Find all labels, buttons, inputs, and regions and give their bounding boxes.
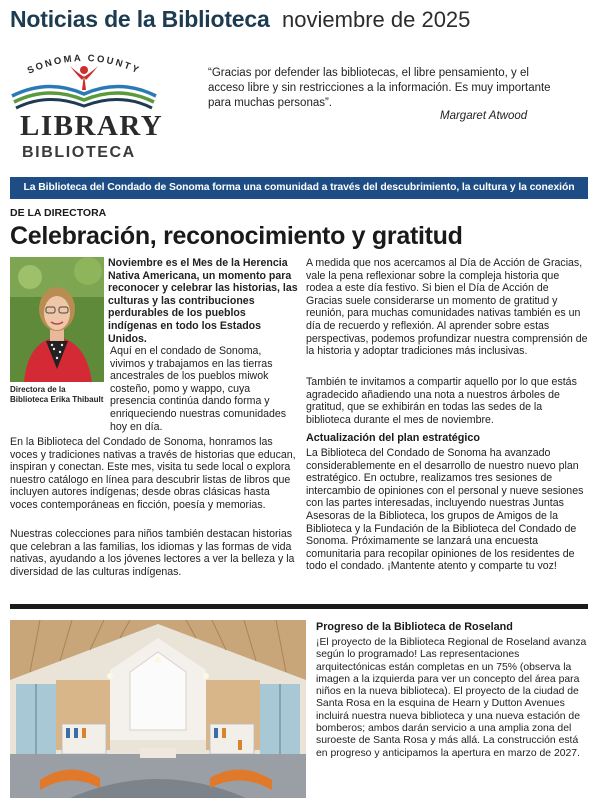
logo-emblem: [8, 52, 160, 112]
article-lead: Noviembre es el Mes de la Herencia Nativa Americana, un momento para reconocer y celebrar las historias, las culturas y las contribuciones perdurables de los pueblos indígenas en todo los Estados Unidos.: [108, 257, 298, 345]
strategic-plan-heading: Actualización del plan estratégico: [306, 432, 480, 444]
section-divider: [10, 604, 588, 609]
article-paragraph: También te invitamos a compartir aquello por lo que estás agradecido añadiendo una nota a nuestros árboles de gratitud, que se exhibirán en todas las sedes de la biblioteca durante el mes de noviembre.: [306, 376, 577, 426]
article-paragraph: Nuestras colecciones para niños también destacan historias que celebran a las familias, los idiomas y las formas de vida nativas, ayudando a los jóvenes lectores a ver la belleza y la diversidad de las culturas indígenas.: [10, 528, 295, 578]
roseland-heading: Progreso de la Biblioteca de Roseland: [316, 621, 513, 633]
pull-quote: “Gracias por defender las bibliotecas, el libre pensamiento, y el acceso libre y sin restricciones a la información. Es muy importante para muchas personas”.: [208, 67, 551, 109]
person-figure-icon: [70, 66, 98, 90]
logo-wordmark: LIBRARY: [20, 110, 164, 142]
logo-subtitle: BIBLIOTECA: [22, 144, 136, 161]
logo-arc-text: SONOMA COUNTY: [25, 52, 143, 77]
mission-banner: La Biblioteca del Condado de Sonoma forma una comunidad a través del descubrimiento, la cultura y la conexión: [10, 177, 588, 199]
article-paragraph: La Biblioteca del Condado de Sonoma ha avanzado considerablemente en el desarrollo de nuestro nuevo plan estratégico. En octubre, realizamos tres sesiones de intercambio de opiniones con el personal y nueve sesiones con las partes interesadas, incluyendo nuestras Juntas Asesoras de la Biblioteca, los grupos de Amigos de la Biblioteca y la Fundación de la Biblioteca del Condado de Sonoma. Próximamente se lanzará una encuesta comunitaria para recopilar opiniones de los residentes de todo el condado. ¡Mantente atento y comparte tu voz!: [306, 447, 584, 573]
roseland-library-rendering: [10, 620, 306, 798]
newsletter-masthead: [10, 6, 590, 36]
article-paragraph: Aquí en el condado de Sonoma, vivimos y trabajamos en las tierras ancestrales de los pueblos miwok costeño, pomo y wappo, cuya presencia continúa dando forma y enriqueciendo nuestras comunidades hoy en día.: [110, 345, 287, 433]
photo-caption: Directora de la Biblioteca Erika Thibault: [10, 385, 104, 404]
section-kicker: DE LA DIRECTORA: [10, 207, 107, 219]
article-headline: Celebración, reconocimiento y gratitud: [10, 222, 463, 250]
roseland-paragraph: ¡El proyecto de la Biblioteca Regional de Roseland avanza según lo programado! Las representaciones arquitectónicas están completas en un 75% (observa la imagen a la izquierda para ver un concepto del área para niños en la nueva biblioteca). El proyecto de la ciudad de Santa Rosa en la esquina de Hearn y Dutton Avenues incluirá nuestra nueva biblioteca y una nueva estación de bomberos; ambos darán servicio a una amplia zona del suroeste de Santa Rosa y más allá. La construcción está en progreso y anticipamos la apertura en marzo de 2027.: [316, 637, 587, 759]
director-portrait: [10, 257, 104, 382]
newsletter-title: Noticias de la Biblioteca: [10, 6, 270, 32]
library-logo: [8, 52, 164, 168]
issue-date: noviembre de 2025: [282, 7, 471, 32]
quote-author: Margaret Atwood: [440, 110, 528, 122]
article-paragraph: En la Biblioteca del Condado de Sonoma, honramos las voces y tradiciones nativas a través de historias que educan, inspiran y conectan. Este mes, visita tu sede local o explora nuestro catálogo en línea para descubrir listas de libros que incluyen autores indígenas; desde obras clásicas hasta voces contemporáneas en ficción, poesía y memorias.: [10, 436, 296, 511]
article-paragraph: A medida que nos acercamos al Día de Acción de Gracias, vale la pena reflexionar sobre la compleja historia que rodea a este día festivo. Si bien el Día de Acción de Gracias suele considerarse un momento de gratitud y reunión, para muchas comunidades nativas también es un día de recuerdo y reflexión. Al aprender sobre estas perspectivas, podemos profundizar nuestra comprensión de la historia y adoptar tradiciones más inclusivas.: [306, 257, 588, 358]
